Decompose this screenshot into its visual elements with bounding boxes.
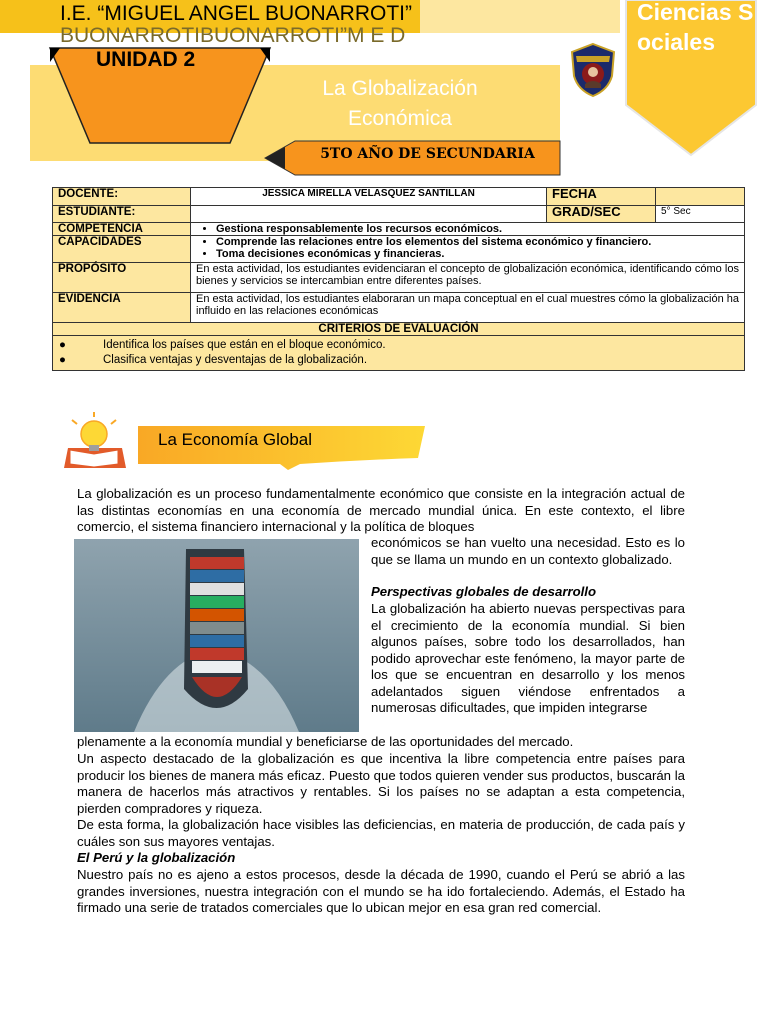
gradsec-label: GRAD/SEC <box>547 206 656 223</box>
competencia-cell <box>191 223 745 236</box>
docente-label: DOCENTE: <box>53 188 191 206</box>
school-name-overflow: BUONARROTIBUONARROTI”M E D <box>60 24 406 47</box>
criterio-item <box>59 338 738 353</box>
activity-info-table <box>52 187 745 371</box>
paragraph-intro: La globalización es un proceso fundamentalmente económico que consiste en la integración actual de las distintas economías en una economía de mercado mundial única. En este contexto, el libre comercio, el sistema financiero internacional y la política de bloques <box>77 486 685 534</box>
heading-perspectivas: Perspectivas globales de desarrollo <box>371 584 597 599</box>
subject-banner-label: Ciencias Sociales <box>637 0 754 55</box>
heading-peru: El Perú y la globalización <box>77 850 236 865</box>
grade-label: 5TO AÑO DE SECUNDARIA <box>320 146 535 162</box>
paragraph-perspectivas-end: plenamente a la economía mundial y beneficiarse de las oportunidades del mercado. <box>77 734 574 749</box>
evidencia-value: En esta actividad, los estudiantes elaboraran un mapa conceptual en el cual muestres cómo la globalización ha influido en las relaciones económicas <box>191 293 745 323</box>
page-title <box>270 74 530 134</box>
paragraph-deficiencias: De esta forma, la globalización hace visibles las deficiencias, en materia de producción, de cada país y cuáles son sus mayores ventajas. <box>77 817 685 849</box>
gradsec-value: 5° Sec <box>656 206 745 223</box>
criterios-header: CRITERIOS DE EVALUACIÓN <box>53 323 745 336</box>
docente-value: JESSICA MIRELLA VELASQUEZ SANTILLAN <box>191 188 547 206</box>
paragraph-perspectivas: La globalización ha abierto nuevas perspectivas para el crecimiento de la economía mundial. Si bien algunos países, sobre todo los desarrollados, han podido aprovechar este fenómeno, la mayor parte de los que se encuentran en desarrollo y los menos adelantados siguen viéndose enfrentados a numerosas dificultades, que impiden integrarse <box>371 601 685 715</box>
criterio-text: Identifica los países que están en el bloque económico. <box>103 339 386 351</box>
school-crest-icon <box>568 42 618 98</box>
capacidad-item: • Toma decisiones económicas y financieras. <box>216 248 739 260</box>
bullet-icon: ● <box>59 339 66 351</box>
cargo-ship-image <box>74 539 359 732</box>
estudiante-value <box>191 206 547 223</box>
fecha-label: FECHA <box>547 188 656 206</box>
school-name: I.E. “MIGUEL ANGEL BUONARROTI” <box>60 2 412 25</box>
competencia-label: COMPETENCIA <box>53 223 191 236</box>
competencia-value: • Gestiona responsablemente los recursos económicos. <box>216 223 739 235</box>
paragraph-intro-continued: económicos se han vuelto una necesidad. Esto es lo que se llama un mundo en un contexto globalizado. <box>371 535 685 567</box>
criterios-cell <box>53 336 745 371</box>
capacidades-cell <box>191 236 745 263</box>
bullet-icon: ● <box>59 354 66 366</box>
paragraph-peru: Nuestro país no es ajeno a estos procesos, desde la década de 1990, cuando el Perú se abrió a las grandes inversiones, nuestra integración con el mundo se ha ido fortaleciendo. Además, el Estado ha firmado una serie de tratados comerciales que lo ubican mejor en esa gran red comercial. <box>77 867 685 915</box>
fecha-value <box>656 188 745 206</box>
paragraph-competencia: Un aspecto destacado de la globalización es que incentiva la libre competencia entre países para producir los bienes de manera más eficaz. Puesto que todos quieren vender sus productos, buscarán la manera de hacerlos más atractivos y rentables. Si los países no se adaptan a esta competencia, pierden compradores y riqueza. <box>77 751 685 816</box>
criterio-item <box>59 353 738 368</box>
proposito-value: En esta actividad, los estudiantes evidenciaran el concepto de globalización económica, identificando cómo los bienes y servicios se intercambian entre diferentes países. <box>191 263 745 293</box>
section-title: La Economía Global <box>158 430 313 449</box>
criterio-text: Clasifica ventajas y desventajas de la globalización. <box>103 354 368 366</box>
unit-label: UNIDAD 2 <box>96 48 196 71</box>
estudiante-label: ESTUDIANTE: <box>53 206 191 223</box>
title-line-2: Económica <box>348 107 452 130</box>
header-light-band <box>420 0 620 33</box>
capacidades-label: CAPACIDADES <box>53 236 191 263</box>
capacidad-item: • Comprende las relaciones entre los elementos del sistema económico y financiero. <box>216 236 739 248</box>
evidencia-label: EVIDENCIA <box>53 293 191 323</box>
title-line-1: La Globalización <box>322 77 478 100</box>
proposito-label: PROPÓSITO <box>53 263 191 293</box>
